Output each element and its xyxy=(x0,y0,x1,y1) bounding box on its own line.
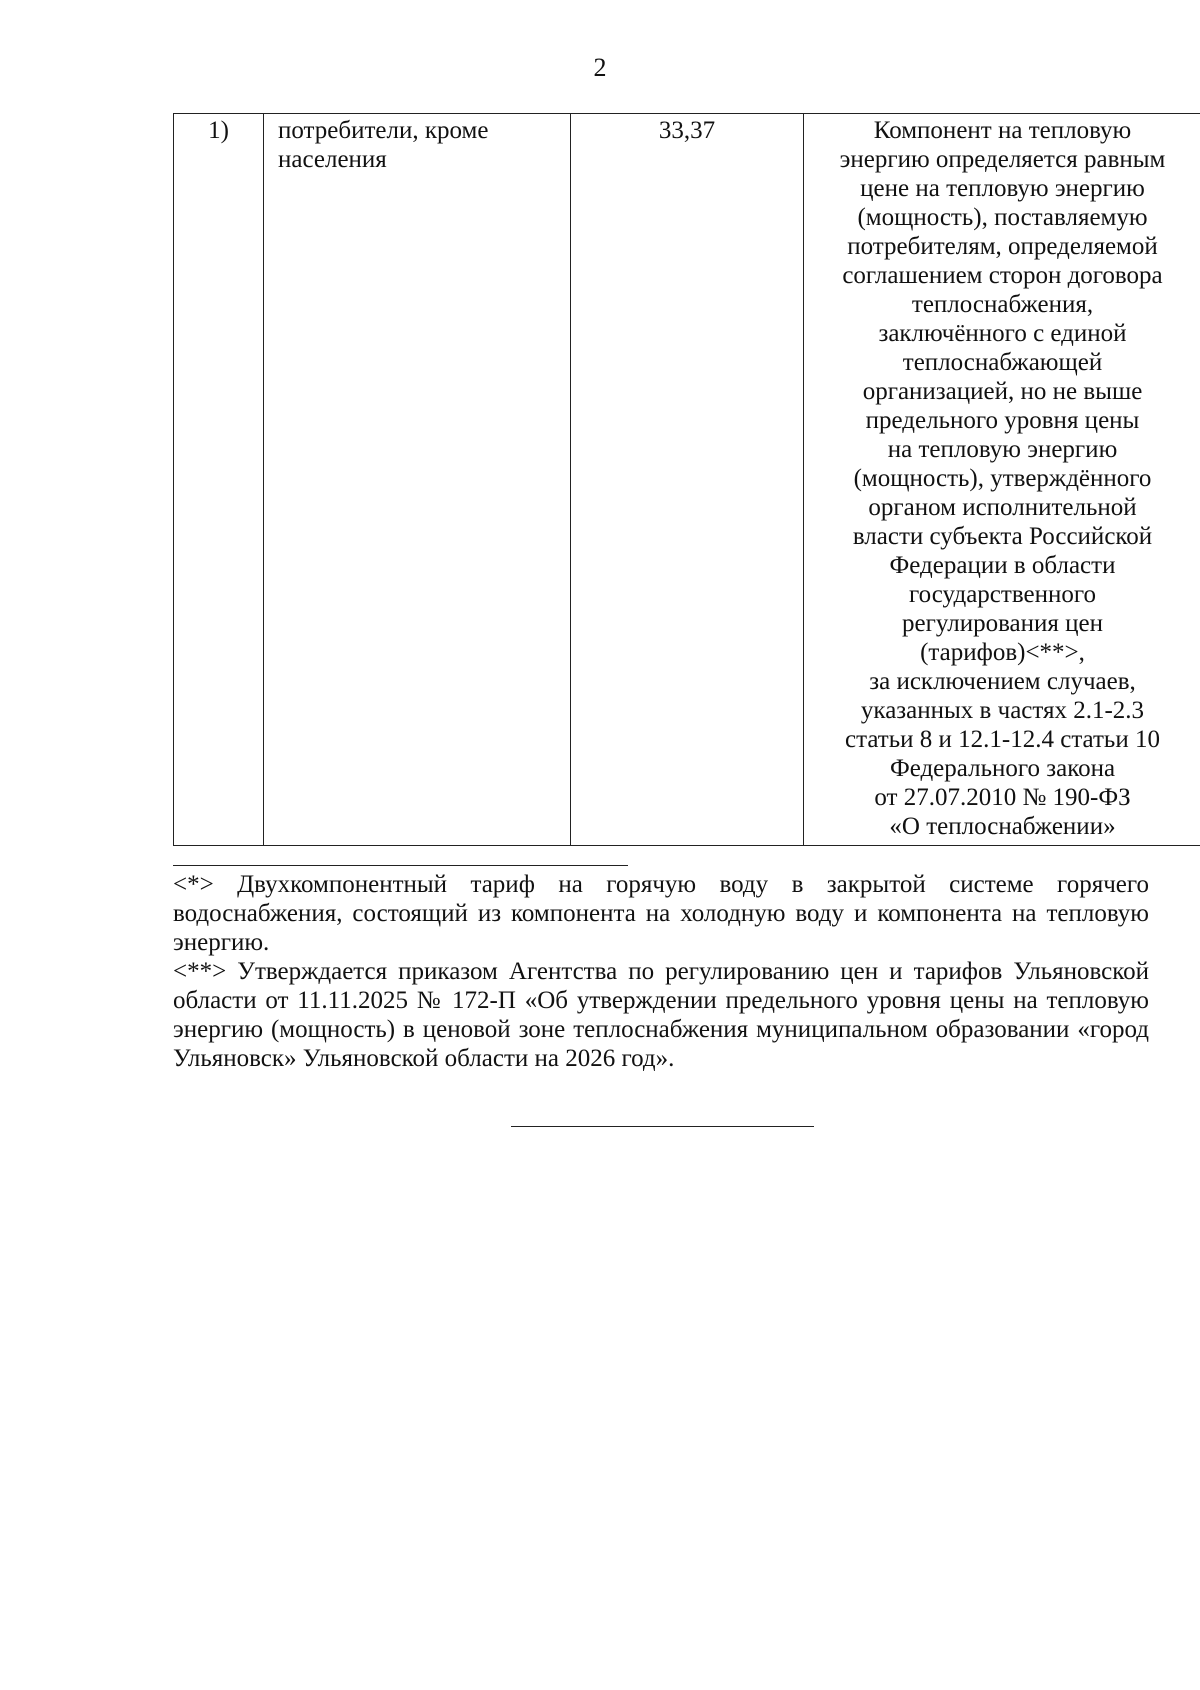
footnote-double-asterisk: <**> Утверждается приказом Агентства по регулированию цен и тарифов Ульяновской области от 11.11.2025 № 172-П «Об утверждении предельного уровня цены на тепловую энергию (мощность) в ценовой зоне теплоснабжения муниципальном образовании «город Ульяновск» Ульяновской области на 2026 год». xyxy=(173,958,1149,1072)
table-row xyxy=(174,114,1200,846)
note-cell xyxy=(804,114,1200,846)
tariff-table xyxy=(173,113,1200,846)
page-number: 2 xyxy=(593,53,607,82)
tariff-value-cell: 33,37 xyxy=(571,114,804,846)
note-text: Компонент на тепловую энергию определяется равным цене на тепловую энергию (мощность), поставляемую потребителям, определяемой соглашением сторон договора теплоснабжения, заключённого с единой теплоснабжающей организацией, но не выше предельного уровня цены на тепловую энергию (мощность), утверждённого органом исполнительной власти субъекта Российской Федерации в области государственного регулирования цен (тарифов)<**>, за исключением случаев, указанных в частях 2.1-2.3 статьи 8 и 12.1-12.4 статьи 10 Федерального закона от 27.07.2010 № 190-ФЗ «О теплоснабжении» xyxy=(839,117,1166,840)
footnote-single-asterisk: <*> Двухкомпонентный тариф на горячую воду в закрытой системе горячего водоснабжения, состоящий из компонента на холодную воду и компонента на тепловую энергию. xyxy=(173,871,1149,956)
footnote-divider xyxy=(173,865,628,866)
consumer-category-cell: потребители, кроме населения xyxy=(264,114,571,846)
footnotes xyxy=(173,870,1149,1073)
row-number-cell: 1) xyxy=(174,114,264,846)
end-divider xyxy=(511,1126,814,1127)
